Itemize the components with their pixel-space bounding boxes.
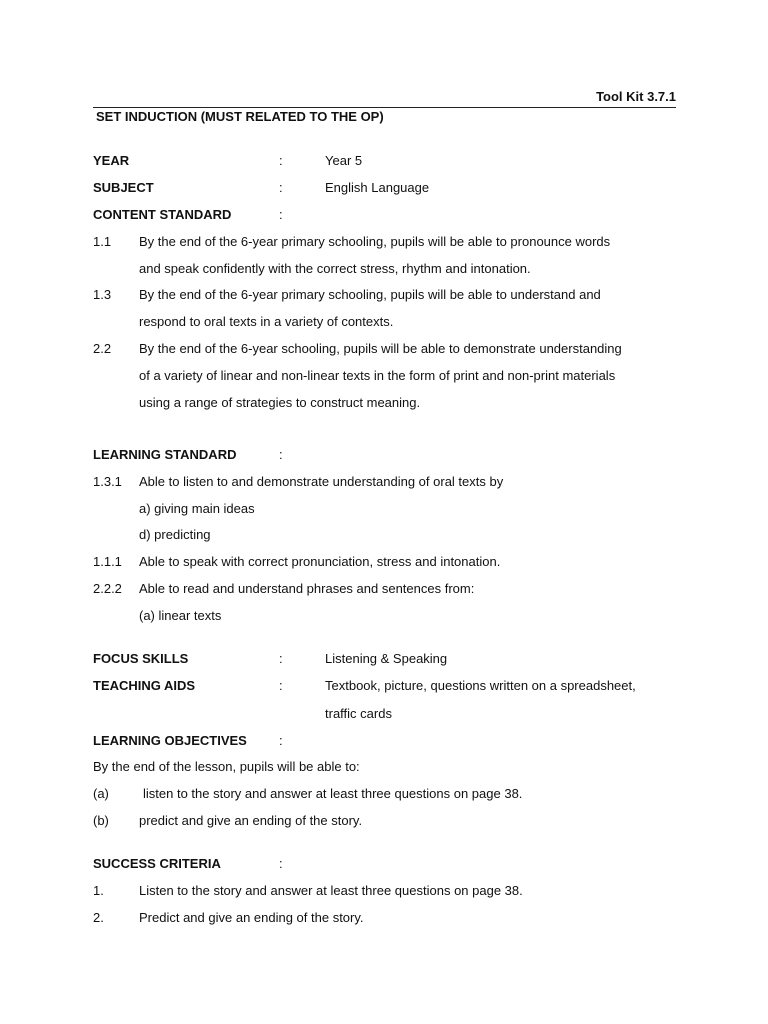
success-criteria-number: 2. (93, 910, 104, 925)
teaching-aids-label: TEACHING AIDS (93, 678, 196, 693)
toolkit-label: Tool Kit 3.7.1 (596, 89, 676, 104)
success-criteria-number: 1. (93, 883, 104, 898)
teaching-aids-colon: : (279, 678, 283, 693)
year-value: Year 5 (325, 153, 363, 168)
learning-standard-line: d) predicting (139, 527, 211, 542)
learning-standard-label: LEARNING STANDARD (93, 447, 237, 462)
content-standard-line: and speak confidently with the correct stress, rhythm and intonation. (139, 261, 531, 276)
year-label: YEAR (93, 153, 130, 168)
learning-standard-line: Able to read and understand phrases and sentences from: (139, 581, 475, 596)
header-rule (93, 107, 676, 108)
success-criteria-text: Listen to the story and answer at least three questions on page 38. (139, 883, 523, 898)
learning-objectives-colon: : (279, 733, 283, 748)
teaching-aids-value: Textbook, picture, questions written on a spreadsheet, (325, 678, 636, 693)
learning-standard-line: a) giving main ideas (139, 501, 255, 516)
content-standard-line: By the end of the 6-year primary schooling, pupils will be able to understand and (139, 287, 601, 302)
content-standard-line: By the end of the 6-year schooling, pupils will be able to demonstrate understanding (139, 341, 622, 356)
content-standard-number: 2.2 (93, 341, 112, 356)
content-standard-line: of a variety of linear and non-linear texts in the form of print and non-print materials (139, 368, 616, 383)
content-standard-label: CONTENT STANDARD (93, 207, 232, 222)
set-induction-heading: SET INDUCTION (MUST RELATED TO THE OP) (96, 109, 384, 124)
subject-colon: : (279, 180, 283, 195)
learning-standard-line: Able to speak with correct pronunciation, stress and intonation. (139, 554, 501, 569)
learning-objectives-intro: By the end of the lesson, pupils will be able to: (93, 759, 360, 774)
success-criteria-colon: : (279, 856, 283, 871)
focus-skills-label: FOCUS SKILLS (93, 651, 189, 666)
objective-number: (b) (93, 813, 109, 828)
content-standard-number: 1.1 (93, 234, 112, 249)
objective-text: listen to the story and answer at least three questions on page 38. (143, 786, 523, 801)
year-colon: : (279, 153, 283, 168)
subject-label: SUBJECT (93, 180, 154, 195)
teaching-aids-value: traffic cards (325, 706, 392, 721)
content-standard-number: 1.3 (93, 287, 112, 302)
content-standard-colon: : (279, 207, 283, 222)
success-criteria-text: Predict and give an ending of the story. (139, 910, 364, 925)
subject-value: English Language (325, 180, 430, 195)
learning-standard-line: (a) linear texts (139, 608, 222, 623)
learning-standard-number: 2.2.2 (93, 581, 122, 596)
learning-standard-colon: : (279, 447, 283, 462)
learning-standard-line: Able to listen to and demonstrate understanding of oral texts by (139, 474, 504, 489)
content-standard-line: By the end of the 6-year primary schooling, pupils will be able to pronounce words (139, 234, 611, 249)
content-standard-line: respond to oral texts in a variety of contexts. (139, 314, 394, 329)
objective-text: predict and give an ending of the story. (139, 813, 363, 828)
learning-standard-number: 1.1.1 (93, 554, 122, 569)
focus-skills-value: Listening & Speaking (325, 651, 448, 666)
success-criteria-label: SUCCESS CRITERIA (93, 856, 221, 871)
learning-standard-number: 1.3.1 (93, 474, 122, 489)
focus-skills-colon: : (279, 651, 283, 666)
objective-number: (a) (93, 786, 109, 801)
content-standard-line: using a range of strategies to construct meaning. (139, 395, 421, 410)
learning-objectives-label: LEARNING OBJECTIVES (93, 733, 247, 748)
